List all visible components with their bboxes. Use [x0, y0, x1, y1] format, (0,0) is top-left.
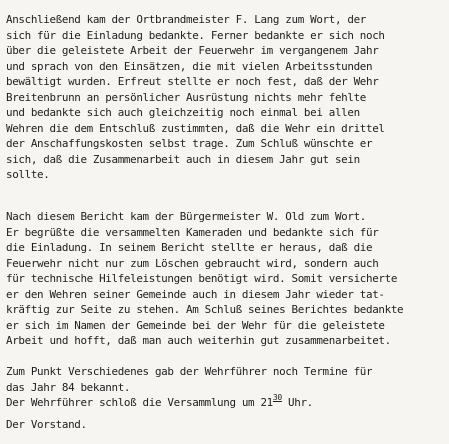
text-line: der Anschaffungskosten selbst trage. Zum Schluß wünschte er: [6, 137, 373, 150]
text-line: für technische Hilfeleistungen benötigt wird. Somit versicherte: [6, 272, 398, 285]
text-line: er sich im Namen der Gemeinde bei der Wehr für die geleistete: [6, 318, 385, 332]
text-line: er den Wehren seiner Gemeinde auch in diesem Jahr wieder tat-: [6, 287, 385, 301]
text-line: bewältigt wurden. Erfreut stellte er noch fest, daß der Wehr: [6, 75, 379, 88]
closing-text-suffix: Uhr.: [281, 396, 313, 409]
text-line: das Jahr 84 bekannt.: [6, 380, 131, 394]
text-line: sollte.: [6, 168, 50, 181]
text-line: Wehren die dem Entschluß zustimmten, daß die Wehr ein drittel: [6, 121, 385, 135]
text-line: Er begrüßte die versammelten Kameraden und bedankte sich für: [6, 225, 379, 239]
text-line: und sprach von den Einsätzen, die mit vielen Arbeitsstunden: [6, 59, 373, 73]
text-line: Zum Punkt Verschiedenes gab der Wehrführer noch Termine für: [6, 365, 373, 378]
text-line: und bedankte sich auch gleichzeitig noch einmal bei allen: [6, 106, 360, 119]
text-line: die Einladung. In seinem Bericht stellte er heraus, daß die: [6, 241, 373, 254]
text-line: Arbeit und hofft, daß man auch weiterhin gut zusammenarbeitet.: [6, 334, 391, 347]
text-line: Feuerwehr nicht nur zum Löschen gebraucht wird, sondern auch: [6, 256, 379, 270]
signature-text: Der Vorstand.: [6, 418, 87, 431]
signature-block: [6, 417, 87, 433]
paragraph-buergermeister-report: [6, 209, 403, 349]
text-line: sich, daß die Zusammenarbeit auch in diesem Jahr gut sein: [6, 152, 360, 166]
text-line: kräftig zur Seite zu stehen. Am Schluß seines Berichtes bedankte: [6, 303, 404, 316]
text-line: Breitenbrunn an persönlicher Ausrüstung nichts mehr fehlte: [6, 90, 366, 104]
text-line: sich für die Einladung bedankte. Ferner bedankte er sich noch: [6, 28, 385, 42]
paragraph-verschiedenes: [6, 364, 372, 411]
text-line: über die geleistete Arbeit der Feuerwehr im vergangenem Jahr: [6, 44, 379, 57]
text-line: Anschließend kam der Ortbrandmeister F. Lang zum Wort, der: [6, 13, 366, 26]
text-line: Nach diesem Bericht kam der Bürgermeister W. Old zum Wort.: [6, 210, 366, 223]
closing-text: Der Wehrführer schloß die Versammlung um 21: [6, 396, 273, 409]
paragraph-ortbrandmeister-report: [6, 12, 385, 183]
time-minutes-superscript: 30: [272, 393, 282, 403]
closing-line: [6, 395, 372, 411]
